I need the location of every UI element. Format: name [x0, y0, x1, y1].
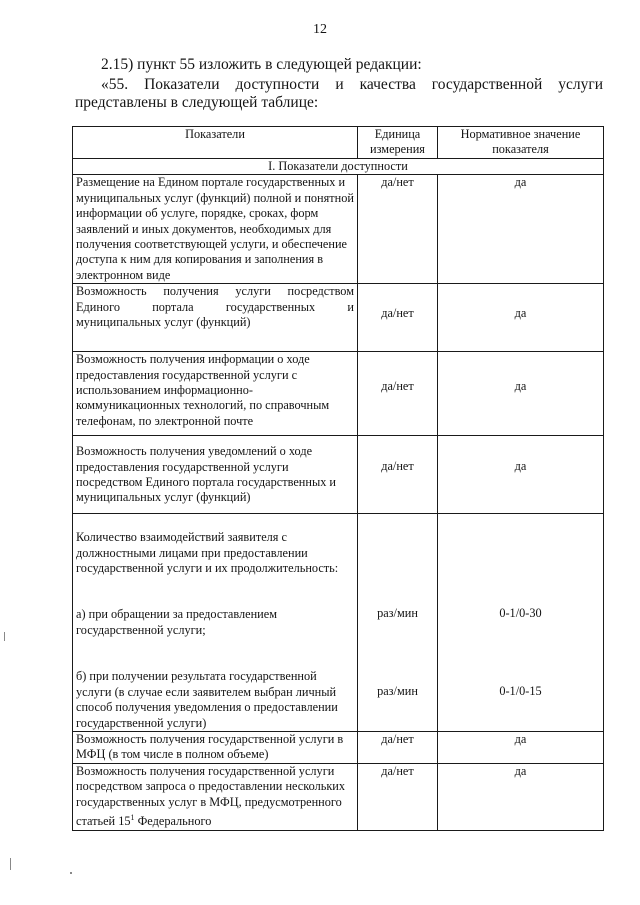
row-indicator [73, 763, 358, 830]
table-row [73, 436, 604, 514]
row-norm [438, 514, 604, 732]
row-indicator: Возможность получения услуги посредством Единого портала государственных и муниципальных услуг (функций) [73, 284, 358, 352]
section-row [73, 159, 604, 175]
row-norm: да [438, 352, 604, 436]
norm-a: 0-1/0-30 [499, 606, 542, 621]
table-header-row [73, 127, 604, 159]
scan-mark [4, 632, 5, 641]
row-indicator [73, 514, 358, 732]
row-unit: да/нет [358, 175, 438, 284]
indicators-table [72, 126, 604, 831]
table-row [73, 175, 604, 284]
page-number: 12 [313, 22, 327, 37]
row-indicator: Возможность получения государственной услуги в МФЦ (в том числе в полном объеме) [73, 731, 358, 763]
unit-b: раз/мин [377, 683, 418, 698]
section-availability-title: I. Показатели доступности [73, 159, 604, 175]
table-row [73, 284, 604, 352]
table-row [73, 731, 604, 763]
row-norm: да [438, 284, 604, 352]
interactions-sub-a: а) при обращении за предоставлением государственной услуги; [76, 607, 277, 637]
header-indicator: Показатели [73, 127, 358, 159]
clause-55-intro [75, 76, 603, 112]
clause-55-line-1: «55. Показатели доступности и качества государственной услуги [101, 76, 603, 93]
row-indicator: Возможность получения уведомлений о ходе предоставления государственной услуги посредством Единого портала государственных и муниципальных услуг (функций) [73, 436, 358, 514]
amendment-line: 2.15) пункт 55 изложить в следующей редакции: [101, 56, 422, 73]
row-unit [358, 514, 438, 732]
row-unit: да/нет [358, 763, 438, 830]
row-norm: да [438, 175, 604, 284]
scan-mark [10, 858, 11, 870]
table-row [73, 763, 604, 830]
row-indicator-tail: Федерального [134, 814, 212, 829]
row-norm: да [438, 436, 604, 514]
row-indicator: Возможность получения информации о ходе предоставления государственной услуги с использованием информационно-коммуникационных технологий, по справочным телефонам, по электронной почте [73, 352, 358, 436]
header-unit: Единица измерения [358, 127, 438, 159]
table-row [73, 352, 604, 436]
row-norm: да [438, 763, 604, 830]
unit-a: раз/мин [377, 606, 418, 621]
row-indicator-text: Возможность получения государственной услуги посредством запроса о предоставлении нескольких государственных услуг в МФЦ, предусмотренного статьей 15 [76, 763, 346, 829]
row-unit: да/нет [358, 731, 438, 763]
interactions-intro: Количество взаимодействий заявителя с должностными лицами при предоставлении государственной услуги и их продолжительность: [76, 530, 339, 576]
row-unit: да/нет [358, 284, 438, 352]
row-indicator: Размещение на Едином портале государственных и муниципальных услуг (функций) полной и понятной информации об услуге, порядке, сроках, форм заявлений и иных документов, необходимых для получения соответствующей услуги, и обеспечение доступа к ним для копирования и заполнения в электронном виде [73, 175, 358, 284]
row-unit: да/нет [358, 436, 438, 514]
scan-mark [70, 872, 72, 874]
table-row [73, 514, 604, 732]
row-unit: да/нет [358, 352, 438, 436]
row-norm: да [438, 731, 604, 763]
interactions-sub-b: б) при получении результата государственной услуги (в случае если заявителем выбран личный способ получения уведомления о предоставлении государственной услуги) [76, 669, 338, 730]
clause-55-line-2: представлены в следующей таблице: [75, 94, 319, 111]
norm-b: 0-1/0-15 [499, 683, 542, 698]
article-superscript: 1 [130, 813, 135, 823]
header-norm: Нормативное значение показателя [438, 127, 604, 159]
